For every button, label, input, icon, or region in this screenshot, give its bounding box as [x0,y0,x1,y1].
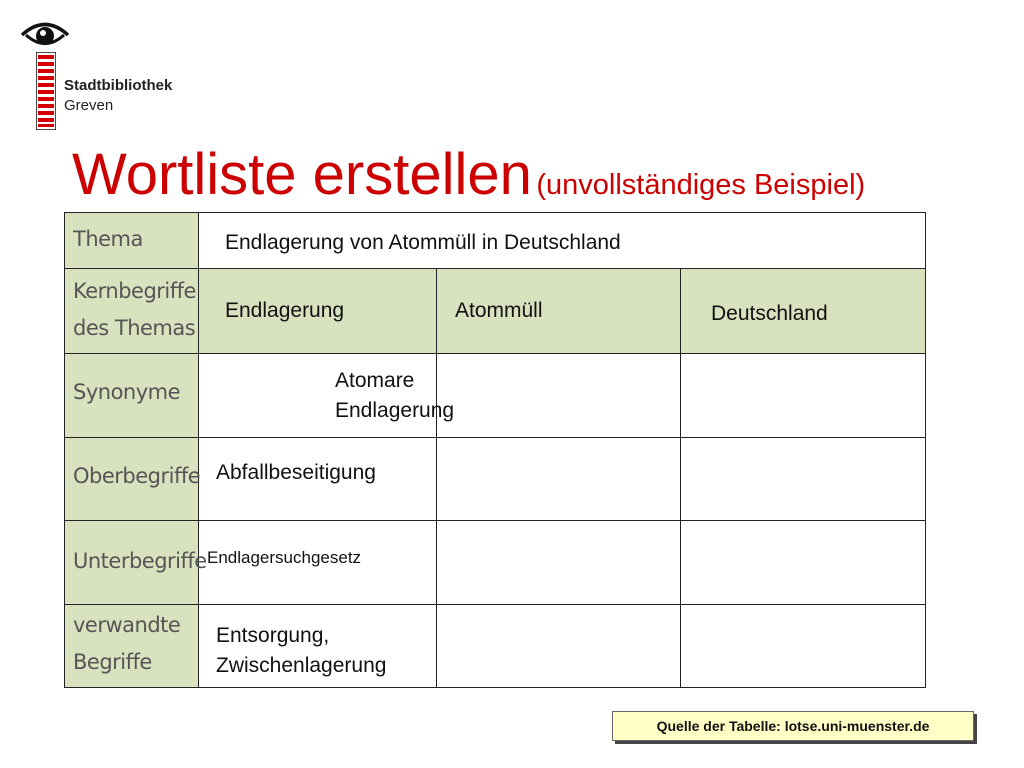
column-divider [680,438,681,520]
column-divider [436,438,437,520]
verwandte-line1: Entsorgung, [216,624,330,647]
table-row-verwandte [65,605,925,687]
word-list-table [64,212,926,688]
table-row-synonyme [65,354,925,438]
table-row-kernbegriffe [65,269,925,354]
title-main: Wortliste erstellen [72,142,532,207]
column-divider [680,269,681,353]
thema-value: Endlagerung von Atommüll in Deutschland [225,231,621,254]
title-subtitle: (unvollständiges Beispiel) [536,169,866,201]
table-row-unterbegriffe [65,521,925,605]
kernbegriff-2: Atommüll [455,299,543,322]
oberbegriff-value: Abfallbeseitigung [216,461,376,484]
row-label-oberbegriffe: Oberbegriffe [73,464,201,488]
logo-text [64,76,172,116]
row-header-kernbegriffe [65,269,199,353]
column-divider [436,605,437,687]
row-label-kern-1: Kernbegriffe [73,279,196,303]
column-divider [436,269,437,353]
row-label-thema: Thema [73,227,143,251]
synonym-line1: Atomare [335,369,415,392]
row-label-kern-2: des Themas [73,316,196,340]
row-header-unterbegriffe [65,521,207,604]
logo-line1: Stadtbibliothek [64,77,173,94]
synonym-line2: Endlagerung [335,399,455,422]
table-row-oberbegriffe [65,438,925,521]
bookshelf-bars-icon [36,52,56,130]
logo-line2: Greven [64,97,114,114]
library-logo [20,18,200,118]
row-label-synonyme: Synonyme [73,380,181,404]
column-divider [680,605,681,687]
row-header-verwandte [65,605,199,687]
verwandte-line2: Zwischenlagerung [216,654,387,677]
source-note: Quelle der Tabelle: lotse.uni-muenster.de [612,711,974,741]
column-divider [680,354,681,437]
row-header-synonyme [65,354,199,437]
column-divider [436,521,437,604]
row-header-thema [65,213,199,268]
row-header-oberbegriffe [65,438,199,520]
kernbegriff-1: Endlagerung [225,299,345,322]
column-divider [680,521,681,604]
slide-title [72,140,865,210]
row-label-verwandte-2: Begriffe [73,650,152,674]
row-label-unterbegriffe: Unterbegriffe [73,549,207,573]
eye-icon [20,18,70,52]
unterbegriff-value: Endlagersuchgesetz [207,548,362,567]
table-row-thema [65,213,925,269]
kernbegriff-3: Deutschland [711,302,828,325]
row-label-verwandte-1: verwandte [73,613,181,637]
